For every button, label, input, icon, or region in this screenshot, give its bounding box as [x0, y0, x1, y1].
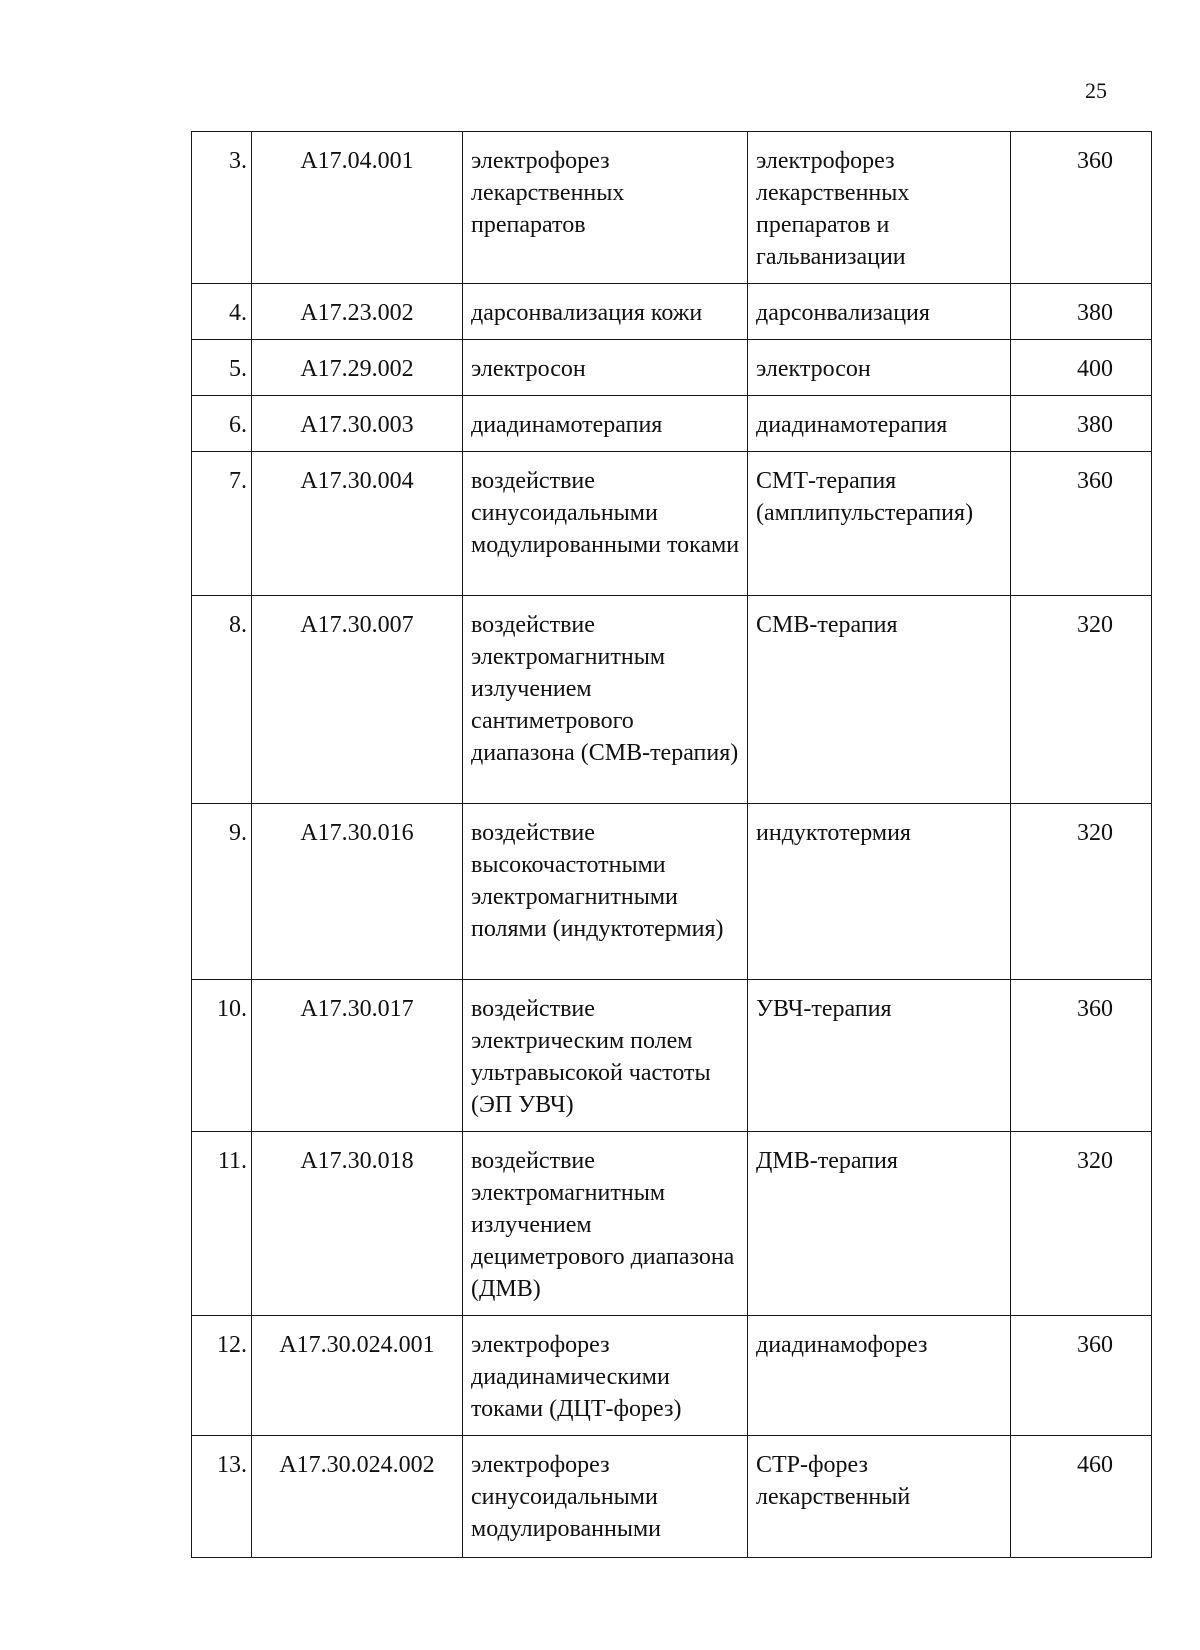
service-alt-name-cell: СТР-форез лекарственный [748, 1436, 1011, 1558]
service-code-cell: A17.30.024.002 [252, 1436, 463, 1558]
price-cell: 320 [1011, 1132, 1152, 1316]
service-name-cell: диадинамотерапия [463, 396, 748, 452]
row-number-cell: 11. [192, 1132, 252, 1316]
service-name-cell: воздействие электрическим полем ультравысокой частоты (ЭП УВЧ) [463, 980, 748, 1132]
price-cell: 400 [1011, 340, 1152, 396]
price-cell: 380 [1011, 396, 1152, 452]
table-row [192, 132, 1152, 284]
table-row [192, 1132, 1152, 1316]
row-number-cell: 10. [192, 980, 252, 1132]
service-code-cell: A17.29.002 [252, 340, 463, 396]
price-cell: 360 [1011, 980, 1152, 1132]
table-row [192, 596, 1152, 804]
table-row [192, 452, 1152, 596]
row-number-cell: 3. [192, 132, 252, 284]
service-alt-name-cell: диадинамотерапия [748, 396, 1011, 452]
service-name-cell: воздействие высокочастотными электромагнитными полями (индуктотермия) [463, 804, 748, 980]
service-name-cell: электрофорез диадинамическими токами (ДЦТ-форез) [463, 1316, 748, 1436]
price-cell: 460 [1011, 1436, 1152, 1558]
page-number: 25 [1085, 78, 1107, 103]
service-alt-name-cell: ДМВ-терапия [748, 1132, 1011, 1316]
price-cell: 380 [1011, 284, 1152, 340]
service-code-cell: A17.30.016 [252, 804, 463, 980]
price-cell: 360 [1011, 452, 1152, 596]
row-number-cell: 8. [192, 596, 252, 804]
service-alt-name-cell: электрофорез лекарственных препаратов и гальванизации [748, 132, 1011, 284]
service-name-cell: воздействие электромагнитным излучением дециметрового диапазона (ДМВ) [463, 1132, 748, 1316]
service-name-cell: электрофорез синусоидальными модулированными [463, 1436, 748, 1558]
service-code-cell: A17.30.003 [252, 396, 463, 452]
service-name-cell: воздействие электромагнитным излучением сантиметрового диапазона (СМВ-терапия) [463, 596, 748, 804]
price-cell: 360 [1011, 132, 1152, 284]
table-row [192, 804, 1152, 980]
row-number-cell: 6. [192, 396, 252, 452]
table-row [192, 396, 1152, 452]
row-number-cell: 9. [192, 804, 252, 980]
table-row [192, 1316, 1152, 1436]
row-number-cell: 13. [192, 1436, 252, 1558]
service-alt-name-cell: дарсонвализация [748, 284, 1011, 340]
row-number-cell: 7. [192, 452, 252, 596]
service-name-cell: электрофорез лекарственных препаратов [463, 132, 748, 284]
price-cell: 320 [1011, 804, 1152, 980]
row-number-cell: 12. [192, 1316, 252, 1436]
row-number-cell: 5. [192, 340, 252, 396]
price-cell: 360 [1011, 1316, 1152, 1436]
table-row [192, 340, 1152, 396]
table-row [192, 284, 1152, 340]
row-number-cell: 4. [192, 284, 252, 340]
service-code-cell: A17.30.024.001 [252, 1316, 463, 1436]
table-row [192, 980, 1152, 1132]
service-name-cell: электросон [463, 340, 748, 396]
service-alt-name-cell: индуктотермия [748, 804, 1011, 980]
service-name-cell: дарсонвализация кожи [463, 284, 748, 340]
service-code-cell: A17.04.001 [252, 132, 463, 284]
service-name-cell: воздействие синусоидальными модулированными токами [463, 452, 748, 596]
service-code-cell: A17.30.017 [252, 980, 463, 1132]
service-alt-name-cell: электросон [748, 340, 1011, 396]
service-code-cell: A17.30.018 [252, 1132, 463, 1316]
service-code-cell: A17.30.004 [252, 452, 463, 596]
service-alt-name-cell: диадинамофорез [748, 1316, 1011, 1436]
service-code-cell: A17.30.007 [252, 596, 463, 804]
price-cell: 320 [1011, 596, 1152, 804]
table-row [192, 1436, 1152, 1558]
service-code-cell: A17.23.002 [252, 284, 463, 340]
service-alt-name-cell: УВЧ-терапия [748, 980, 1011, 1132]
services-price-table [191, 131, 1152, 1558]
service-alt-name-cell: СМВ-терапия [748, 596, 1011, 804]
service-alt-name-cell: СМТ-терапия (амплипульстерапия) [748, 452, 1011, 596]
